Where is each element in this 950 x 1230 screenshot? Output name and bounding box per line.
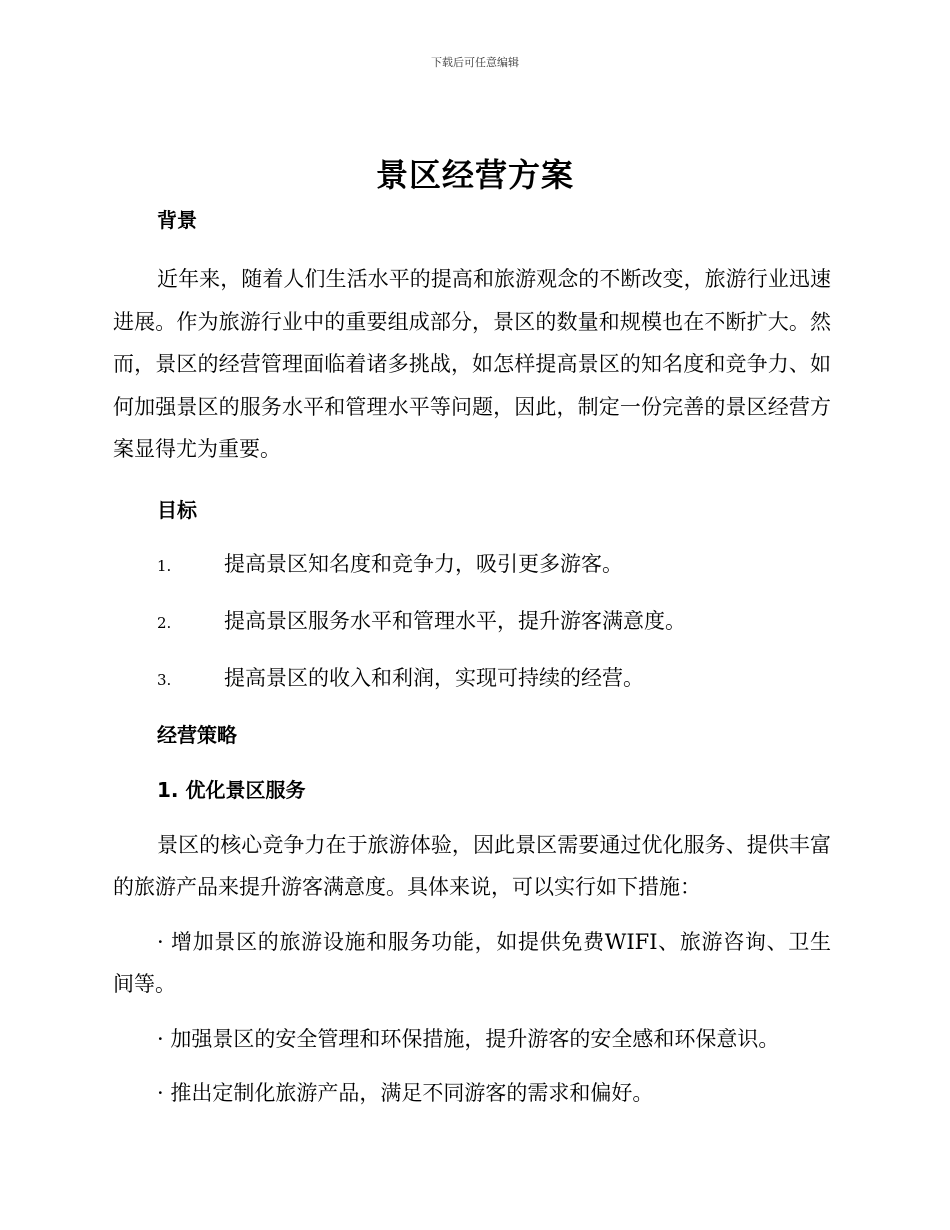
goals-list (113, 548, 831, 696)
list-item-number: 2. (157, 613, 172, 632)
list-item (113, 548, 831, 582)
list-item-text: 提高景区知名度和竞争力，吸引更多游客。 (224, 551, 623, 576)
bullet-item: · 加强景区的安全管理和环保措施，提升游客的安全感和环保意识。 (157, 1026, 780, 1051)
subsection-heading-optimize-service: 1. 优化景区服务 (157, 777, 306, 802)
list-item (113, 662, 831, 696)
document-body (113, 204, 831, 1115)
header-note: 下载后可任意编辑 (431, 56, 519, 69)
section-heading-strategy: 经营策略 (157, 722, 237, 747)
section-heading-goals: 目标 (157, 497, 197, 522)
list-item-number: 3. (157, 670, 172, 689)
list-item-text: 提高景区的收入和利润，实现可持续的经营。 (224, 665, 644, 690)
list-item-number: 1. (157, 556, 172, 575)
list-item-text: 提高景区服务水平和管理水平，提升游客满意度。 (224, 608, 686, 633)
document-title: 景区经营方案 (375, 156, 574, 194)
bullet-item: · 推出定制化旅游产品，满足不同游客的需求和偏好。 (157, 1081, 654, 1105)
optimize-service-paragraph: 景区的核心竞争力在于旅游体验，因此景区需要通过优化服务、提供丰富的旅游产品来提升游客满意度。具体来说，可以实行如下措施： (113, 832, 831, 899)
section-heading-background: 背景 (157, 208, 197, 232)
background-paragraph: 近年来，随着人们生活水平的提高和旅游观念的不断改变，旅游行业迅速进展。作为旅游行业中的重要组成部分，景区的数量和规模也在不断扩大。然而，景区的经营管理面临着诸多挑战，如怎样提高景区的知名度和竞争力、如何加强景区的服务水平和管理水平等问题，因此，制定一份完善的景区经营方案显得尤为重要。 (113, 267, 831, 461)
bullet-item: · 增加景区的旅游设施和服务功能，如提供免费WIFI、旅游咨询、卫生间等。 (113, 929, 831, 996)
list-item (113, 605, 831, 639)
